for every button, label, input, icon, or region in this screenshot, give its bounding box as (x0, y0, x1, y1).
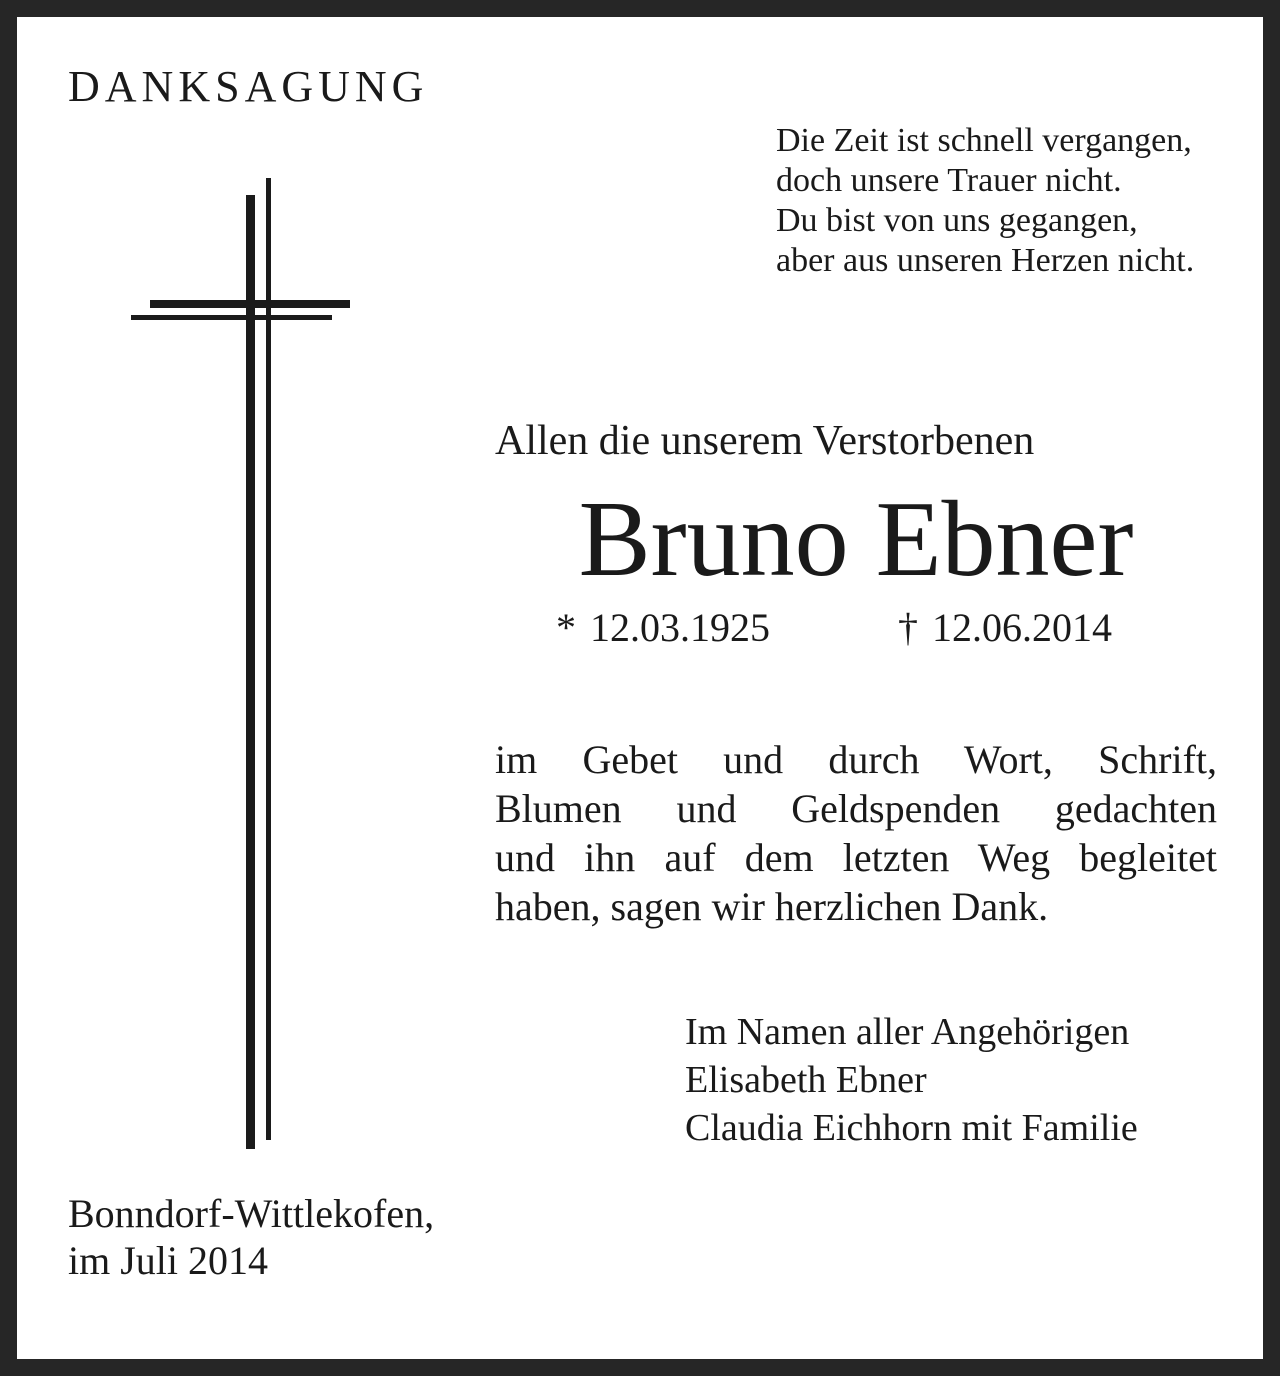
cross-vertical-thick-bar (246, 195, 255, 1149)
thanks-line: im Gebet und durch Wort, Schrift, (495, 737, 1217, 782)
death-date (898, 605, 1112, 651)
poem-line: aber aus unseren Herzen nicht. (776, 242, 1195, 279)
signatory-line: Elisabeth Ebner (685, 1059, 927, 1101)
place-line: Bonndorf-Wittlekofen, (68, 1191, 435, 1236)
deceased-name: Bruno Ebner (578, 480, 1134, 599)
poem-line: Die Zeit ist schnell vergangen, (776, 122, 1192, 159)
thanks-line: Blumen und Geldspenden gedachten (495, 786, 1217, 831)
signatory-line: Im Namen aller Angehörigen (685, 1011, 1130, 1053)
thanks-paragraph (495, 735, 1217, 931)
poem-line: Du bist von uns gegangen, (776, 202, 1138, 239)
place-and-date (68, 1190, 434, 1284)
thanks-line: haben, sagen wir herzlichen Dank. (495, 884, 1049, 929)
died-cross-icon: † (898, 605, 918, 650)
page-title: DANKSAGUNG (68, 62, 429, 111)
birth-date-value: 12.03.1925 (590, 605, 770, 650)
birth-date (556, 605, 770, 651)
mourning-poem (776, 121, 1194, 281)
poem-line: doch unsere Trauer nicht. (776, 162, 1122, 199)
thanks-line: und ihn auf dem letzten Weg begleitet (495, 835, 1217, 880)
signatory-line: Claudia Eichhorn mit Familie (685, 1107, 1138, 1149)
born-asterisk-icon: * (556, 605, 576, 650)
life-dates (495, 605, 1217, 655)
signatories (685, 1008, 1138, 1152)
cross-horizontal-thick-bar (150, 300, 350, 308)
date-line: im Juli 2014 (68, 1238, 269, 1283)
cross-vertical-thin-bar (266, 178, 271, 1140)
death-date-value: 12.06.2014 (932, 605, 1112, 650)
intro-line: Allen die unserem Verstorbenen (495, 418, 1035, 464)
cross-horizontal-thin-bar (131, 315, 332, 320)
